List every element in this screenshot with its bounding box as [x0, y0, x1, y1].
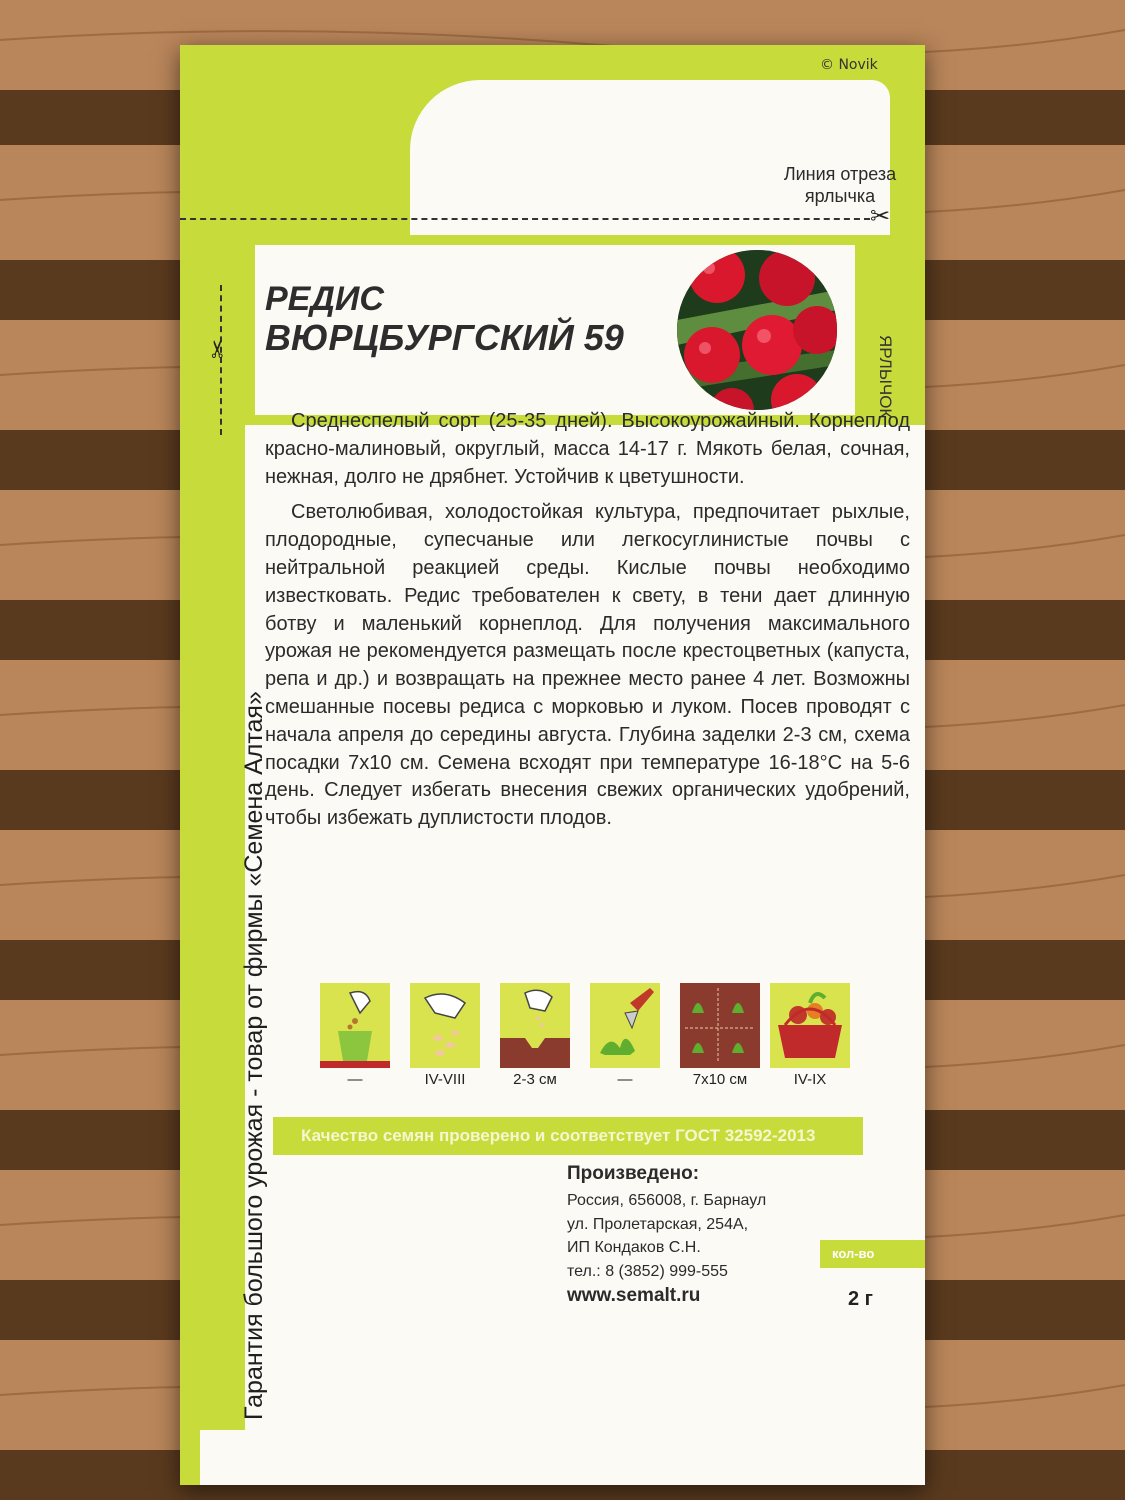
description-paragraph: Среднеспелый сорт (25-35 дней). Высокоурожайный. Корнеплод красно-малиновый, округлый, масса 14-17 г. Мякоть белая, сочная, нежная, долго не дрябнет. Устойчив к цветушности. [265, 410, 910, 488]
icon-caption: — [617, 1071, 633, 1088]
quantity-label: кол-во [820, 1240, 925, 1268]
sowing-depth-icon [500, 983, 570, 1068]
tag-label: ЯРЛЫЧОК [876, 335, 895, 419]
seedling-pot-icon [320, 983, 390, 1068]
product-title [265, 280, 624, 358]
cutline-label-line1: Линия отреза [783, 164, 897, 184]
copyright: © Novik [820, 57, 878, 73]
manufacturer-line: ИП Кондаков С.Н. [567, 1239, 701, 1256]
cut-line-vertical [220, 285, 222, 435]
agro-icons [320, 983, 850, 1088]
quality-banner: Качество семян проверено и соответствует ГОСТ 32592-2013 [273, 1117, 863, 1155]
icon-caption: IV-IX [793, 1071, 827, 1088]
icon-caption: IV-VIII [424, 1071, 466, 1088]
cutline-label [770, 163, 910, 207]
scissors-icon: ✂ [204, 338, 233, 360]
description-paragraph: Светолюбивая, холодостойкая культура, предпочитает рыхлые, плодородные, супесчаные или легкосуглинистые почвы с нейтральной реакцией среды. Кислые почвы необходимо известковать. Редис требователен к свету, в тени дает длинную ботву и маленький корнеплод. Для получения максимального урожая не рекомендуется размещать после крестоцветных (капуста, репа и др.) и возвращать на прежнее место ранее 4 лет. Возможны смешанные посевы редиса с морковью и луком. Посев проводят с начала апреля до середины августа. Глубина заделки 2-3 см, схема посадки 7x10 см. Семена всходят при температуре 16-18°С на 5-6 день. Следует избегать внесения свежих органических удобрений, чтобы избежать дуплистости плодов. [265, 501, 910, 830]
trowel-seedling-icon [590, 983, 660, 1068]
quantity-box [820, 1240, 925, 1330]
left-band-low [180, 1430, 200, 1485]
cut-line-horizontal [180, 218, 870, 220]
product-variety: ВЮРЦБУРГСКИЙ 59 [265, 317, 624, 358]
manufacturer-line: ул. Пролетарская, 254А, [567, 1215, 749, 1233]
icon-caption: 2-3 см [513, 1071, 557, 1088]
cutline-label-line2: ярлычка [804, 186, 876, 206]
slogan: Гарантия большого урожая - товар от фирмы «Семена Алтая» [240, 691, 268, 1420]
radish-photo [677, 250, 837, 410]
quantity-value: 2 г [848, 1288, 874, 1310]
planting-scheme-icon [680, 983, 760, 1068]
manufacturer-website: www.semalt.ru [567, 1285, 701, 1306]
icon-caption: — [347, 1071, 363, 1088]
manufacturer-heading: Произведено: [567, 1163, 700, 1184]
manufacturer-line: тел.: 8 (3852) 999-555 [567, 1262, 728, 1280]
sowing-hand-icon [410, 983, 480, 1068]
seed-packet [180, 45, 925, 1485]
scissors-icon: ✂ [870, 202, 891, 230]
icon-caption: 7x10 см [692, 1071, 748, 1088]
manufacturer-block [567, 1163, 766, 1307]
harvest-basket-icon [770, 983, 850, 1068]
left-band [180, 295, 245, 1430]
manufacturer-line: Россия, 656008, г. Барнаул [567, 1192, 767, 1209]
description [265, 408, 910, 841]
product-crop: РЕДИС [265, 280, 384, 318]
